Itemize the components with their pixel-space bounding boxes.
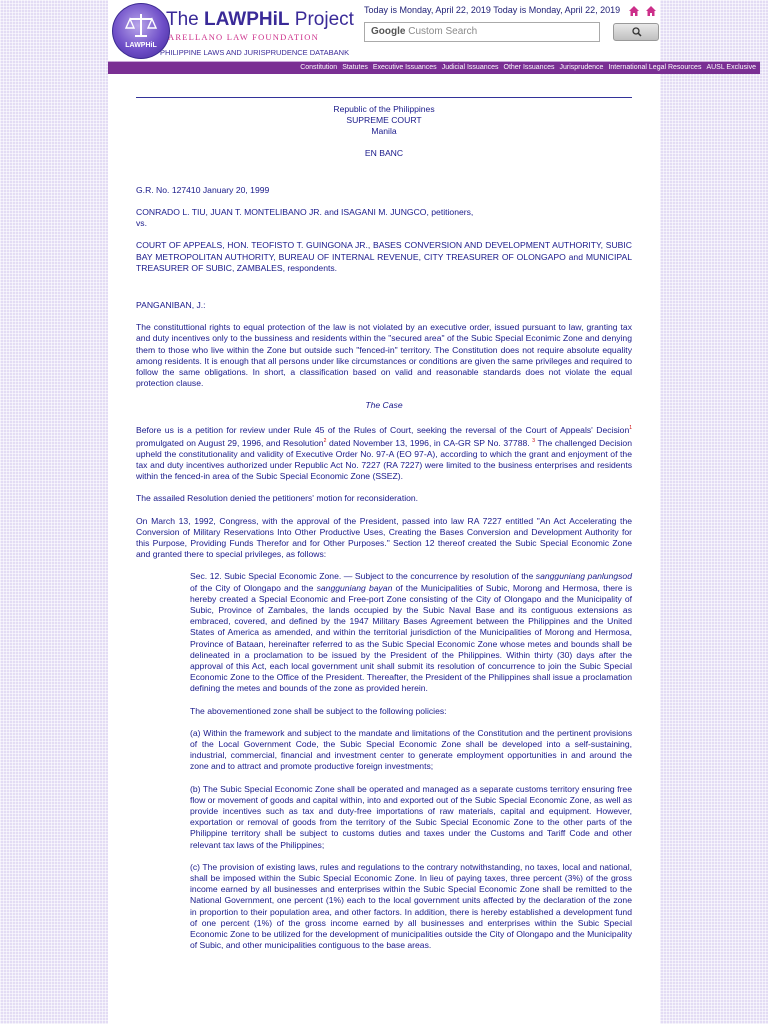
nav-judicial-issuances[interactable]: Judicial Issuances bbox=[441, 64, 499, 71]
site-header bbox=[108, 0, 660, 60]
quoted-paragraph: (c) The provision of existing laws, rules and regulations to the contrary notwithstanding, no taxes, local and national, shall be imposed within the Subic Special Economic Zone. In lieu of paying taxes, three percent (3%) of the gross income earned by all businesses and enterprises within the Subic Special Economic Zone shall be remitted to the National Government, one percent (1%) each to the local government units affected by the declaration of the zone in proportion to their population area, and other factors. In addition, there is hereby established a development fund of one percent (1%) of the gross income earned by all businesses and enterprises within the Subic Special Economic Zone to be utilized for the development of municipalities outside the City of Olongapo and the Municipality of Subic, and other municipalities contiguous to the base areas. bbox=[190, 861, 632, 951]
nav-ausl-exclusive[interactable]: AUSL Exclusive bbox=[706, 64, 756, 71]
nav-international-legal-resources[interactable]: International Legal Resources bbox=[608, 64, 702, 71]
decision-text bbox=[136, 104, 632, 952]
search-input[interactable] bbox=[364, 22, 600, 42]
nav-jurisprudence[interactable]: Jurisprudence bbox=[559, 64, 604, 71]
versus: vs. bbox=[136, 218, 147, 229]
home-icon[interactable] bbox=[628, 5, 640, 17]
search-icon bbox=[632, 27, 642, 37]
nav-executive-issuances[interactable]: Executive Issuances bbox=[372, 64, 437, 71]
nav-other-issuances[interactable]: Other Issuances bbox=[503, 64, 555, 71]
quoted-section-12: Sec. 12. Subic Special Economic Zone. — Subject to the concurrence by resolution of the sangguniang panlungsod of the City of Olongapo and the sangguniang bayan of the Municipalities of Subic, Morong and Hermosa, there is hereby created a Special Economic and Free-port Zone consisting of the City of Olongapo and the Municipality of Subic, Province of Zambales, the lands occupied by the Subic Naval Base and its contiguous extensions as embraced, covered, and defined by the 1947 Military Bases Agreement between the Philippines and the United States of America as amended, and within the territorial jurisdiction of the Municipalities of Morong and Hermosa, Province of Bataan, hereinafter referred to as the Subic Special Economic Zone whose metes and bounds shall be delineated in a proclamation to be issued by the President of the Philippines. Within thirty (30) days after the approval of this Act, each local government unit shall submit its resolution of concurrence to join the Subic Special Economic Zone to the Office of the President. Thereafter, the President of the Philippines shall issue a proclamation defining the metes and bounds of the zone as provided herein. bbox=[190, 571, 632, 694]
search-placeholder: Custom Search bbox=[408, 26, 478, 37]
paragraph: On March 13, 1992, Congress, with the approval of the President, passed into law RA 7227 entitled "An Act Accelerating the Conversion of Military Reservations Into Other Productive Uses, Creating the Bases Conversion and Development Authority for this Purpose, Providing Funds Therefor and for Other Purposes." Section 12 thereof created the Subic Special Economic Zone and granted there to special privileges, as follows: bbox=[136, 515, 632, 560]
paragraph: Before us is a petition for review under Rule 45 of the Rules of Court, seeking the reversal of the Court of Appeals' Decision$^1$ promulgated on August 29, 1996, and Resolution$^2$ dated November 13, 1996, in CA-GR SP No. 37788. $^3$ The challenged Decision upheld the constitutionality and validity of Executive Order No. 97-A (EO 97-A), according to which the grant and enjoyment of the tax and duty incentives authorized under Republic Act No. 7227 (RA 7227) were limited to the business enterprises and residents within the fenced-in area of the Subic Special Economic Zone (SSEZ). bbox=[136, 424, 632, 482]
case-number: G.R. No. 127410 January 20, 1999 bbox=[136, 184, 270, 195]
quoted-paragraph: (a) Within the framework and subject to the mandate and limitations of the Constitution and the pertinent provisions of the Local Government Code, the Subic Special Economic Zone shall be developed into a self-sustaining, industrial, commercial, financial and investment center to generate employment opportunities in and around the zone and to attract and promote productive foreign investments; bbox=[190, 727, 632, 772]
site-subtitle: ARELLANO LAW FOUNDATION bbox=[168, 32, 319, 42]
petitioners: CONRADO L. TIU, JUAN T. MONTELIBANO JR. and ISAGANI M. JUNGCO, petitioners, bbox=[136, 207, 474, 218]
site-title[interactable]: The LAWPHiL Project bbox=[166, 9, 354, 30]
paragraph: The assailed Resolution denied the petitioners' motion for reconsideration. bbox=[136, 493, 419, 504]
footnote-link[interactable]: 2 bbox=[323, 437, 327, 444]
search-button[interactable] bbox=[613, 23, 659, 41]
respondents: COURT OF APPEALS, HON. TEOFISTO T. GUINGONA JR., BASES CONVERSION AND DEVELOPMENT AUTHORITY, SUBIC BAY METROPOLITAN AUTHORITY, BUREAU OF INTERNAL REVENUE, CITY TREASURER OF OLONGAPO and MUNICIPAL TREASURER OF SUBIC, ZAMBALES, respondents. bbox=[136, 240, 632, 273]
quoted-paragraph: The abovementioned zone shall be subject to the following policies: bbox=[190, 705, 447, 716]
intro-paragraph: The constituttional rights to equal protection of the law is not violated by an executive order, issued pursuant to law, granting tax and duty incentives only to the bussiness and residents within the "secured area" of the Subic Special Econimic Zone and denying them to those who live within the Zone but outside such "fenced-in" territory. The Constitution does not require absolute equality among residents. It is enough that all persons under like circumstances or conditions are given the same privileges and required to follow the same obligations. In short, a classification based on valid and reasonable standards does not violate the equal protection clause. bbox=[136, 322, 632, 389]
court-heading: Republic of the Philippines SUPREME COURT Manila bbox=[333, 104, 435, 137]
footnote-link[interactable]: 3 bbox=[532, 437, 536, 444]
main-nav bbox=[108, 61, 760, 74]
en-banc: EN BANC bbox=[364, 147, 404, 158]
google-brand: Google bbox=[371, 26, 406, 37]
today-date: Today is Monday, April 22, 2019 Today is Monday, April 22, 2019 bbox=[364, 5, 621, 15]
nav-statutes[interactable]: Statutes bbox=[342, 64, 368, 71]
ponente: PANGANIBAN, J.: bbox=[136, 300, 206, 311]
section-heading-the-case: The Case bbox=[365, 400, 403, 411]
footnote-link[interactable]: 1 bbox=[629, 424, 632, 431]
quoted-paragraph: (b) The Subic Special Economic Zone shall be operated and managed as a separate customs territory ensuring free flow or movement of goods and capital within, into and exported out of the Subic Special Economic Zone, as well as provide incentives such as tax and duty-free importations of raw materials, capital and equipment. However, exportation or removal of goods from the territory of the Subic Special Economic Zone to the other parts of the Philippine territory shall be subject to customs duties and taxes under the Customs and Tariff Code and other relevant tax laws of the Philippines; bbox=[190, 783, 632, 850]
nav-constitution[interactable]: Constitution bbox=[300, 64, 338, 71]
site-tagline: PHILIPPINE LAWS AND JURISPRUDENCE DATABANK bbox=[160, 48, 350, 57]
logo-text: LAWPHiL bbox=[125, 42, 157, 49]
home-icon[interactable] bbox=[645, 5, 657, 17]
scales-of-justice-icon bbox=[125, 10, 157, 42]
divider bbox=[136, 97, 632, 98]
